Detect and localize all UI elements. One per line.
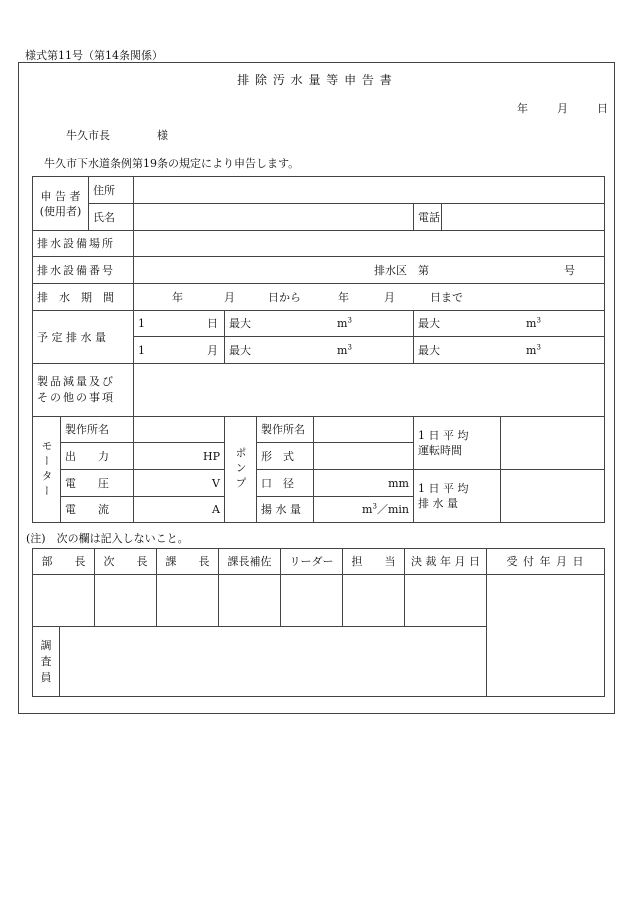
stamp-director[interactable] xyxy=(33,575,95,627)
investigator-label: 調査員 xyxy=(33,627,60,697)
period-day-start: 日から xyxy=(268,291,301,304)
office-header-approval-date: 決 裁 年 月 日 xyxy=(405,549,487,575)
motor-voltage-unit[interactable]: V xyxy=(134,470,225,497)
address-label: 住所 xyxy=(89,177,134,204)
office-header-deputy: 次 長 xyxy=(95,549,157,575)
pump-label: ポンプ xyxy=(225,417,257,523)
applicant-label-line1: 申 告 者 xyxy=(40,189,81,203)
period-year-end: 年 xyxy=(338,291,349,304)
addressee-honorific: 様 xyxy=(157,129,168,142)
office-header-leader: リーダー xyxy=(281,549,343,575)
facility-number-label: 排水設備番号 xyxy=(33,257,134,284)
main-table xyxy=(32,176,605,523)
pump-lift-label: 揚 水 量 xyxy=(257,497,314,523)
op-hours-field[interactable] xyxy=(501,417,605,470)
facility-location-field[interactable] xyxy=(134,231,605,257)
pump-diameter-label: 口 径 xyxy=(257,470,314,497)
intro-text: 牛久市下水道条例第19条の規定により申告します。 xyxy=(44,157,300,170)
investigator-field[interactable] xyxy=(60,627,487,697)
period-label: 排 水 期 間 xyxy=(33,284,134,311)
motor-maker-label: 製作所名 xyxy=(61,417,134,443)
address-field[interactable] xyxy=(134,177,605,204)
addressee-name: 牛久市長 xyxy=(66,129,110,142)
m3-unit: $m^3$ xyxy=(526,316,541,330)
period-year-start: 年 xyxy=(172,291,183,304)
motor-output-label: 出 力 xyxy=(61,443,134,470)
motor-label: モーター xyxy=(33,417,61,523)
date-month: 月 xyxy=(557,102,568,115)
max-label: 最大 xyxy=(418,343,440,357)
planned-monthly xyxy=(134,337,225,364)
op-hours-line1: 1 日 平 均 xyxy=(418,429,469,442)
planned-monthly-max-a[interactable] xyxy=(225,337,414,364)
stamp-assistant[interactable] xyxy=(219,575,281,627)
pump-type-label: 形 式 xyxy=(257,443,314,470)
phone-field[interactable] xyxy=(442,204,605,231)
page-title: 排 除 汚 水 量 等 申 告 書 xyxy=(237,73,393,87)
planned-daily-max-b[interactable] xyxy=(414,311,605,337)
drain-avg-line2: 排 水 量 xyxy=(418,497,458,510)
addressee xyxy=(66,127,168,143)
facility-location-label: 排水設備場所 xyxy=(33,231,134,257)
office-header-assistant: 課長補佐 xyxy=(219,549,281,575)
product-reduction-field[interactable] xyxy=(134,364,605,417)
motor-maker-field[interactable] xyxy=(134,417,225,443)
drain-avg-field[interactable] xyxy=(501,470,605,523)
name-field[interactable] xyxy=(134,204,414,231)
office-header-section-chief: 課 長 xyxy=(157,549,219,575)
applicant-label-line2: (使用者) xyxy=(39,204,82,218)
stamp-leader[interactable] xyxy=(281,575,343,627)
op-hours-line2: 運転時間 xyxy=(418,444,462,457)
drain-avg-line1: 1 日 平 均 xyxy=(418,482,469,495)
date-line xyxy=(517,100,608,116)
drainage-district: 排水区 第 xyxy=(374,264,429,277)
period-field[interactable] xyxy=(134,284,605,311)
pump-maker-label: 製作所名 xyxy=(257,417,314,443)
planned-daily-unit: 日 xyxy=(207,317,218,330)
pump-maker-field[interactable] xyxy=(314,417,414,443)
planned-monthly-unit: 月 xyxy=(207,344,218,357)
product-reduction-line1: 製品減量及び xyxy=(37,375,115,388)
max-label: 最大 xyxy=(229,343,251,357)
product-reduction-line2: その他の事項 xyxy=(37,391,115,404)
planned-daily-max-a[interactable] xyxy=(225,311,414,337)
office-table xyxy=(32,548,605,697)
period-month-start: 月 xyxy=(224,291,235,304)
note-text: (注) 次の欄は記入しないこと。 xyxy=(26,532,189,545)
pump-diameter-unit[interactable]: mm xyxy=(314,470,414,497)
office-header-director: 部 長 xyxy=(33,549,95,575)
max-label: 最大 xyxy=(229,317,251,330)
m3-unit: $m^3$ xyxy=(337,316,352,330)
pump-type-field[interactable] xyxy=(314,443,414,470)
stamp-approval-date[interactable] xyxy=(405,575,487,627)
office-header-staff: 担 当 xyxy=(343,549,405,575)
drain-avg-label xyxy=(414,470,501,523)
planned-monthly-max-b[interactable] xyxy=(414,337,605,364)
planned-volume-label: 予 定 排 水 量 xyxy=(33,311,134,364)
form-label: 様式第11号（第14条関係） xyxy=(25,49,163,62)
stamp-staff[interactable] xyxy=(343,575,405,627)
stamp-deputy[interactable] xyxy=(95,575,157,627)
op-hours-label xyxy=(414,417,501,470)
facility-number-field[interactable] xyxy=(134,257,605,284)
applicant-label xyxy=(33,177,89,231)
motor-current-unit[interactable]: A xyxy=(134,497,225,523)
max-label: 最大 xyxy=(418,317,440,330)
m3-unit: $m^3$ xyxy=(337,343,352,357)
phone-label: 電話 xyxy=(414,204,442,231)
motor-output-unit[interactable]: HP xyxy=(134,443,225,470)
period-month-end: 月 xyxy=(384,291,395,304)
facility-number-suffix: 号 xyxy=(564,264,575,277)
period-day-end: 日まで xyxy=(430,291,463,304)
m3-unit: $m^3$ xyxy=(526,343,541,357)
pump-lift-unit[interactable]: $m^3/\min$ xyxy=(314,497,414,523)
product-reduction-label xyxy=(33,364,134,417)
date-year: 年 xyxy=(517,102,528,115)
planned-daily-num: 1 xyxy=(138,317,145,330)
motor-current-label: 電 流 xyxy=(61,497,134,523)
date-day: 日 xyxy=(597,102,608,115)
planned-daily xyxy=(134,311,225,337)
motor-voltage-label: 電 圧 xyxy=(61,470,134,497)
office-header-receipt-date: 受 付 年 月 日 xyxy=(487,549,605,575)
stamp-receipt-date[interactable] xyxy=(487,575,605,697)
name-label: 氏名 xyxy=(89,204,134,231)
planned-monthly-num: 1 xyxy=(138,343,145,357)
stamp-section-chief[interactable] xyxy=(157,575,219,627)
